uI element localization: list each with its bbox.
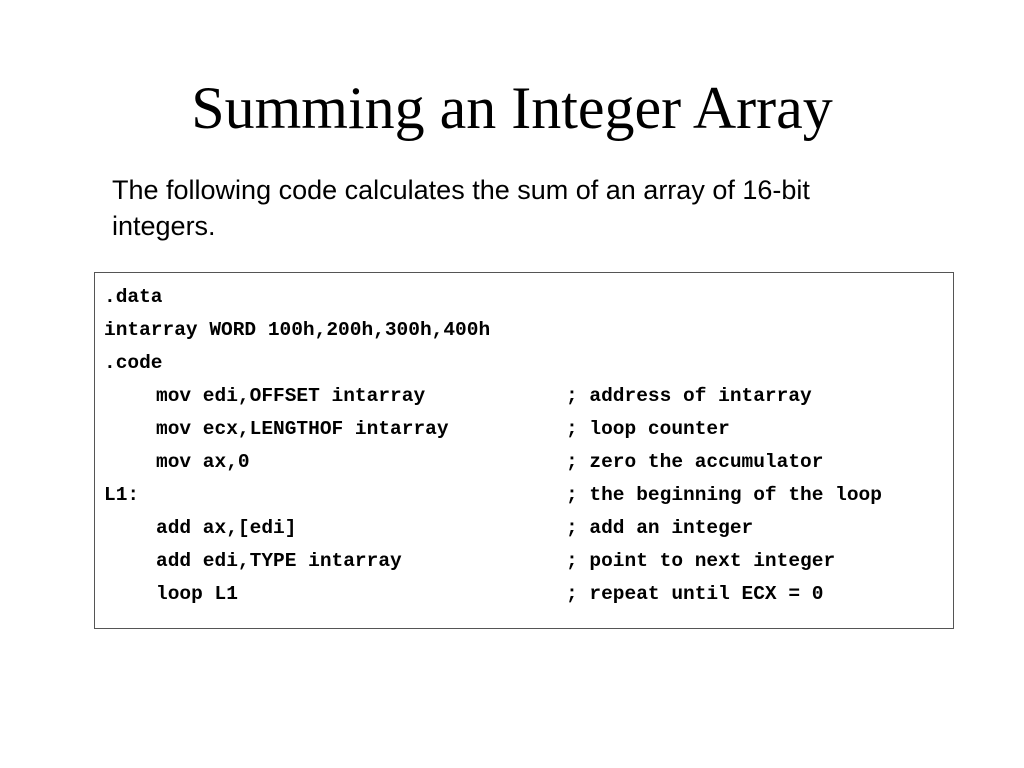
slide-description: The following code calculates the sum of an array of 16-bit integers. — [112, 175, 810, 241]
code-line — [104, 512, 944, 545]
code-comment: ; the beginning of the loop — [566, 484, 882, 506]
code-instruction: add ax,[edi] — [156, 517, 297, 539]
code-instruction: intarray WORD 100h,200h,300h,400h — [104, 319, 491, 341]
code-comment: ; point to next integer — [566, 550, 836, 572]
code-instruction: mov edi,OFFSET intarray — [156, 385, 426, 407]
code-comment: ; zero the accumulator — [566, 451, 824, 473]
code-line — [104, 347, 944, 380]
code-label: L1: — [104, 484, 140, 506]
code-comment: ; loop counter — [566, 418, 730, 440]
slide-title: Summing an Integer Array — [191, 75, 833, 141]
code-line — [104, 380, 944, 413]
code-instruction: loop L1 — [156, 583, 238, 605]
code-line — [104, 446, 944, 479]
code-line — [104, 413, 944, 446]
code-line — [104, 479, 944, 512]
code-instruction: mov ecx,LENGTHOF intarray — [156, 418, 449, 440]
code-listing — [94, 272, 954, 629]
code-line — [104, 314, 944, 347]
code-line — [104, 281, 944, 314]
code-instruction: add edi,TYPE intarray — [156, 550, 402, 572]
code-comment: ; address of intarray — [566, 385, 812, 407]
code-line — [104, 578, 944, 611]
code-instruction: .data — [104, 286, 163, 308]
code-instruction: mov ax,0 — [156, 451, 250, 473]
code-comment: ; repeat until ECX = 0 — [566, 583, 824, 605]
code-instruction: .code — [104, 352, 163, 374]
code-line — [104, 545, 944, 578]
code-comment: ; add an integer — [566, 517, 754, 539]
